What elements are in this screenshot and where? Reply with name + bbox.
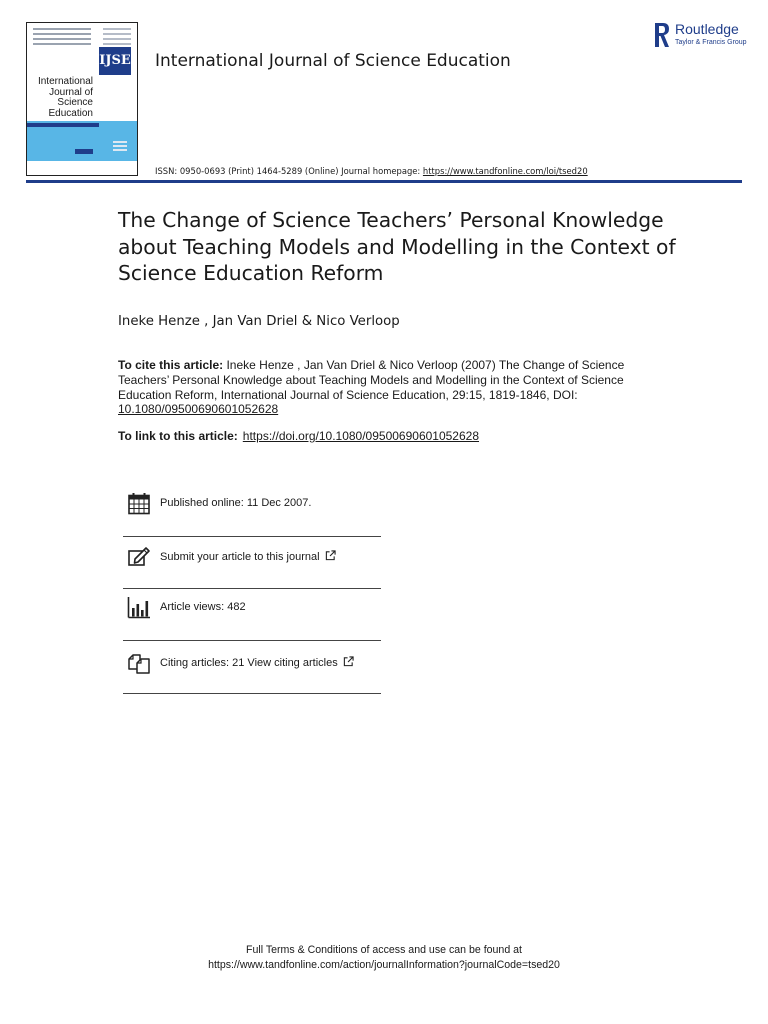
link-label: To link to this article:	[118, 429, 238, 443]
journal-cover-image	[26, 22, 138, 176]
cite-doi-link[interactable]: 10.1080/09500690601052628	[118, 402, 279, 417]
external-link-icon	[343, 656, 354, 667]
cover-decoration	[27, 123, 99, 127]
info-divider	[123, 693, 381, 694]
cover-publisher-logo	[75, 149, 93, 154]
publisher-subtitle: Taylor & Francis Group	[675, 39, 747, 46]
article-link-line	[118, 429, 479, 443]
info-divider	[123, 588, 381, 589]
submit-article-row[interactable]	[123, 545, 381, 581]
issn-text: ISSN: 0950-0693 (Print) 1464-5289 (Online) Journal homepage:	[155, 166, 423, 176]
article-views-row	[123, 596, 381, 632]
external-link-icon	[325, 550, 336, 561]
cite-text: Ineke Henze , Jan Van Driel & Nico Verloop (2007) The Change of Science Teachers’ Personal Knowledge about Teaching Models and Modelling in the Context of Science Education Reform, International Journal of Science Education, 29:15, 1819-1846, DOI:	[118, 358, 625, 402]
article-authors: Ineke Henze , Jan Van Driel & Nico Verloop	[118, 314, 400, 329]
published-online-row	[123, 492, 381, 528]
published-online-text: Published online: 11 Dec 2007.	[160, 497, 312, 509]
footer-terms-url[interactable]: https://www.tandfonline.com/action/journalInformation?journalCode=tsed20	[208, 958, 560, 971]
article-views-text: Article views: 482	[160, 601, 246, 613]
info-divider	[123, 640, 381, 641]
citing-articles-text: Citing articles: 21 View citing articles	[160, 657, 338, 669]
publisher-logo	[653, 21, 753, 51]
pencil-icon	[127, 545, 151, 569]
citing-articles-row[interactable]	[123, 651, 381, 687]
citing-articles-icon	[127, 651, 151, 675]
cite-label: To cite this article:	[118, 358, 224, 372]
article-doi-link[interactable]: https://doi.org/10.1080/09500690601052628	[242, 429, 480, 443]
footer-terms-text: Full Terms & Conditions of access and use can be found at	[246, 944, 522, 956]
article-title: The Change of Science Teachers’ Personal Knowledge about Teaching Models and Modelling in the Context of Science Education Reform	[118, 208, 676, 285]
citing-articles-link[interactable]	[160, 656, 354, 669]
header-divider	[26, 180, 742, 183]
calendar-icon	[127, 492, 151, 516]
cover-decoration	[33, 28, 91, 48]
cover-title: International Journal of Science Education	[37, 76, 93, 119]
publisher-name: Routledge	[675, 21, 739, 37]
info-divider	[123, 536, 381, 537]
cover-badge: IJSE	[99, 47, 131, 75]
issn-line	[155, 166, 588, 176]
cover-decoration	[113, 141, 127, 153]
footer	[0, 943, 768, 972]
routledge-r-icon	[653, 21, 671, 49]
bar-chart-icon	[127, 596, 151, 620]
citation-block	[118, 358, 648, 417]
submit-article-link[interactable]	[160, 550, 336, 563]
cover-decoration	[103, 28, 131, 48]
journal-name: International Journal of Science Education	[155, 51, 511, 71]
journal-homepage-link[interactable]: https://www.tandfonline.com/loi/tsed20	[422, 166, 588, 176]
submit-article-text: Submit your article to this journal	[160, 551, 320, 563]
